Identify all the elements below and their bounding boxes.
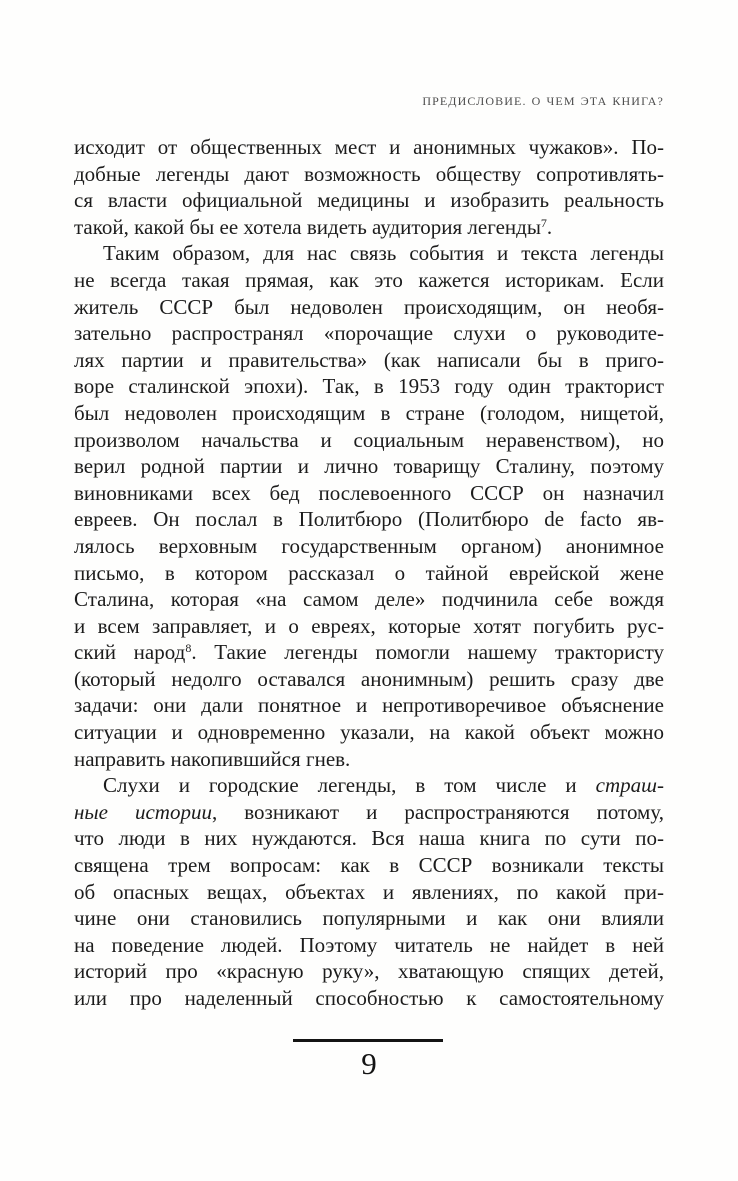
text-line — [74, 958, 664, 985]
text-line — [74, 799, 664, 826]
text-segment: воре сталинской эпохи). Так, в 1953 году один тракторист — [74, 374, 664, 399]
page-number: 9 — [361, 1046, 377, 1081]
text-segment: не всегда такая прямая, как это кажется историкам. Если — [74, 267, 664, 292]
text-line — [74, 347, 664, 374]
text-line — [74, 506, 664, 533]
footer-rule — [293, 1039, 443, 1042]
text-line — [74, 586, 664, 613]
text-line — [74, 666, 664, 693]
text-segment: священа трем вопросам: как в СССР возникали тексты — [74, 853, 664, 878]
text-line — [74, 746, 664, 773]
text-segment: историй про «красную руку», хватающую спящих детей, — [74, 959, 664, 984]
text-segment: Таким образом, для нас связь события и текста легенды — [103, 241, 664, 266]
text-line — [74, 772, 664, 799]
text-segment: (который недолго оставался анонимным) решить сразу две — [74, 666, 664, 691]
text-line — [74, 453, 664, 480]
text-line — [74, 161, 664, 188]
text-line — [74, 533, 664, 560]
text-segment: лях партии и правительства» (как написали бы в приго- — [74, 347, 664, 372]
text-segment: Сталина, которая «на самом деле» подчинила себе вождя — [74, 587, 664, 612]
text-line — [74, 719, 664, 746]
text-segment: что люди в них нуждаются. Вся наша книга по сути по- — [74, 826, 664, 851]
text-segment: евреев. Он послал в Политбюро (Политбюро de facto яв- — [74, 507, 664, 532]
text-segment: направить накопившийся гнев. — [74, 746, 351, 771]
running-header: ПРЕДИСЛОВИЕ. О ЧЕМ ЭТА КНИГА? — [422, 94, 664, 108]
text-segment: и всем заправляет, и о евреях, которые хотят погубить рус- — [74, 613, 664, 638]
text-segment: ся власти официальной медицины и изобразить реальность — [74, 188, 664, 213]
text-line — [74, 373, 664, 400]
footnote-marker: 7 — [540, 215, 547, 230]
text-segment: житель СССР был недоволен происходящим, он необя- — [74, 294, 664, 319]
text-segment: или про наделенный способностью к самостоятельному — [74, 986, 664, 1010]
text-segment: задачи: они дали понятное и непротиворечивое объяснение — [74, 693, 664, 718]
text-line — [74, 692, 664, 719]
text-line — [74, 879, 664, 906]
text-line — [74, 240, 664, 267]
text-line — [74, 932, 664, 959]
text-segment: произволом начальства и социальным неравенством), но — [74, 427, 664, 452]
text-line — [74, 400, 664, 427]
text-segment: об опасных вещах, объектах и явлениях, по какой при- — [74, 879, 664, 904]
text-segment: добные легенды дают возможность обществу сопротивлять- — [74, 161, 664, 186]
text-segment: был недоволен происходящим в стране (голодом, нищетой, — [74, 400, 664, 425]
text-line — [74, 294, 664, 321]
text-line — [74, 639, 664, 666]
text-segment: зательно распространял «порочащие слухи о руководите- — [74, 321, 664, 346]
text-segment: чине они становились популярными и как они влияли — [74, 906, 664, 931]
text-segment: верил родной партии и лично товарищу Сталину, поэтому — [74, 454, 664, 479]
text-line — [74, 852, 664, 879]
text-line — [74, 825, 664, 852]
text-line — [74, 187, 664, 214]
text-segment: такой, какой бы ее хотела видеть аудитория легенды — [74, 214, 541, 239]
text-segment: ский народ — [74, 640, 186, 665]
text-segment: . — [546, 214, 553, 239]
text-segment: письмо, в котором рассказал о тайной еврейской жене — [74, 560, 664, 585]
text-segment: . Такие легенды помогли нашему трактористу — [191, 640, 665, 665]
italic-text: ные истории — [74, 799, 212, 824]
text-line — [74, 560, 664, 587]
italic-text: страш- — [595, 773, 664, 798]
text-line — [74, 480, 664, 507]
text-line — [74, 905, 664, 932]
text-segment: Слухи и городские легенды, в том числе и — [103, 773, 596, 798]
text-line — [74, 985, 664, 1012]
text-segment: лялось верховным государственным органом) анонимное — [74, 533, 664, 558]
text-segment: исходит от общественных мест и анонимных чужаков». По- — [74, 135, 664, 159]
text-line — [74, 267, 664, 294]
text-line — [74, 134, 664, 161]
text-line — [74, 427, 664, 454]
text-segment: на поведение людей. Поэтому читатель не найдет в ней — [74, 932, 664, 957]
text-segment: виновниками всех бед послевоенного СССР он назначил — [74, 480, 664, 505]
text-line — [74, 320, 664, 347]
text-segment: ситуации и одновременно указали, на какой объект можно — [74, 720, 664, 745]
text-line — [74, 613, 664, 640]
footnote-marker: 8 — [185, 641, 192, 656]
body-text — [74, 134, 664, 1012]
text-line — [74, 214, 664, 241]
text-segment: , возникают и распространяются потому, — [211, 799, 664, 824]
